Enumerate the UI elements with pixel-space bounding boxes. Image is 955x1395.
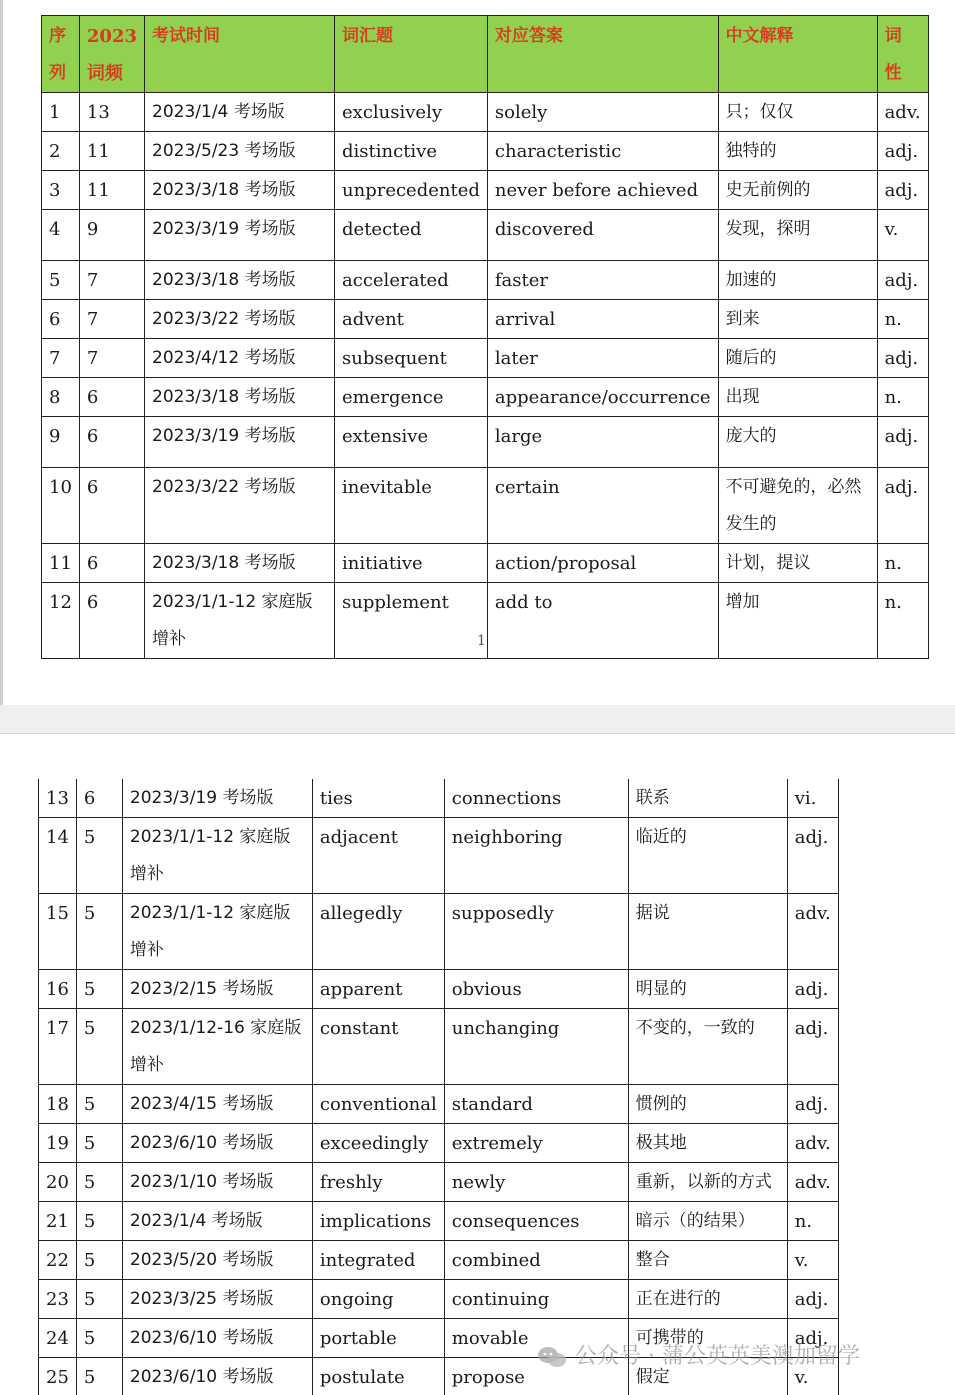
row-vocab-word: integrated (312, 1241, 444, 1280)
page-number: 1 (477, 633, 486, 649)
row-vocab-word: detected (335, 210, 488, 261)
row-index: 9 (42, 417, 80, 468)
row-frequency: 7 (79, 261, 144, 300)
row-exam-date: 2023/5/20 考场版 (122, 1241, 312, 1280)
row-exam-date: 2023/3/18 考场版 (145, 171, 335, 210)
row-chinese-meaning: 极其地 (628, 1124, 787, 1163)
table-row (39, 818, 839, 894)
row-frequency: 5 (76, 1009, 122, 1085)
row-chinese-meaning: 发现，探明 (718, 210, 877, 261)
row-index: 18 (39, 1085, 77, 1124)
header-vocab: 词汇题 (335, 16, 488, 93)
row-answer: later (487, 339, 718, 378)
row-index: 6 (42, 300, 80, 339)
row-index: 5 (42, 261, 80, 300)
header-index: 序 列 (42, 16, 80, 93)
row-vocab-word: postulate (312, 1358, 444, 1395)
row-part-of-speech: adj. (787, 1009, 838, 1085)
row-answer: unchanging (444, 1009, 628, 1085)
row-answer: standard (444, 1085, 628, 1124)
row-chinese-meaning: 只；仅仅 (718, 93, 877, 132)
row-exam-date: 2023/3/18 考场版 (145, 261, 335, 300)
row-vocab-word: advent (335, 300, 488, 339)
row-index: 16 (39, 970, 77, 1009)
row-answer: combined (444, 1241, 628, 1280)
table-row (39, 1163, 839, 1202)
row-frequency: 5 (76, 970, 122, 1009)
row-index: 8 (42, 378, 80, 417)
row-chinese-meaning: 史无前例的 (718, 171, 877, 210)
table-header-row (42, 16, 929, 93)
row-vocab-word: exceedingly (312, 1124, 444, 1163)
row-answer: arrival (487, 300, 718, 339)
row-vocab-word: subsequent (335, 339, 488, 378)
row-chinese-meaning: 惯例的 (628, 1085, 787, 1124)
table-row (39, 1124, 839, 1163)
row-answer: faster (487, 261, 718, 300)
row-exam-date: 2023/3/18 考场版 (145, 378, 335, 417)
row-answer: discovered (487, 210, 718, 261)
row-exam-date: 2023/3/22 考场版 (145, 300, 335, 339)
row-frequency: 5 (76, 1124, 122, 1163)
row-answer: movable (444, 1319, 628, 1358)
row-index: 3 (42, 171, 80, 210)
row-part-of-speech: adv. (787, 1163, 838, 1202)
table-row (39, 779, 839, 818)
row-chinese-meaning: 独特的 (718, 132, 877, 171)
page-gap (0, 705, 955, 733)
table-row (42, 468, 929, 544)
row-exam-date: 2023/6/10 考场版 (122, 1124, 312, 1163)
row-frequency: 5 (76, 818, 122, 894)
row-vocab-word: distinctive (335, 132, 488, 171)
table-row (39, 894, 839, 970)
row-chinese-meaning: 重新，以新的方式 (628, 1163, 787, 1202)
row-answer: solely (487, 93, 718, 132)
table-row (39, 1085, 839, 1124)
row-part-of-speech: adj. (877, 132, 928, 171)
row-vocab-word: freshly (312, 1163, 444, 1202)
row-chinese-meaning: 不变的，一致的 (628, 1009, 787, 1085)
row-index: 25 (39, 1358, 77, 1395)
row-frequency: 6 (79, 583, 144, 659)
row-exam-date: 2023/5/23 考场版 (145, 132, 335, 171)
row-part-of-speech: adj. (877, 468, 928, 544)
row-vocab-word: portable (312, 1319, 444, 1358)
row-answer: newly (444, 1163, 628, 1202)
row-index: 17 (39, 1009, 77, 1085)
row-chinese-meaning: 不可避免的，必然发生的 (718, 468, 877, 544)
row-part-of-speech: adv. (787, 1124, 838, 1163)
row-index: 12 (42, 583, 80, 659)
row-chinese-meaning: 到来 (718, 300, 877, 339)
row-frequency: 5 (76, 1085, 122, 1124)
row-index: 2 (42, 132, 80, 171)
vocab-table-page1 (41, 15, 929, 659)
row-index: 10 (42, 468, 80, 544)
header-exam-date: 考试时间 (145, 16, 335, 93)
row-exam-date: 2023/3/19 考场版 (145, 210, 335, 261)
row-vocab-word: extensive (335, 417, 488, 468)
row-index: 22 (39, 1241, 77, 1280)
document-page-2 (0, 733, 955, 1395)
row-part-of-speech: adj. (787, 1085, 838, 1124)
row-index: 23 (39, 1280, 77, 1319)
row-frequency: 5 (76, 1319, 122, 1358)
row-vocab-word: unprecedented (335, 171, 488, 210)
table-row (42, 261, 929, 300)
row-vocab-word: constant (312, 1009, 444, 1085)
watermark-text: 公众号 · 蒲公英英美澳加留学 (575, 1344, 860, 1369)
row-exam-date: 2023/6/10 考场版 (122, 1358, 312, 1395)
row-answer: supposedly (444, 894, 628, 970)
row-answer: action/proposal (487, 544, 718, 583)
header-pos: 词 性 (877, 16, 928, 93)
row-chinese-meaning: 正在进行的 (628, 1280, 787, 1319)
row-answer: characteristic (487, 132, 718, 171)
table-row (42, 378, 929, 417)
row-exam-date: 2023/1/1-12 家庭版 增补 (122, 818, 312, 894)
row-part-of-speech: v. (787, 1358, 838, 1395)
row-part-of-speech: adj. (877, 261, 928, 300)
table-row (39, 1202, 839, 1241)
table-row (42, 171, 929, 210)
row-vocab-word: allegedly (312, 894, 444, 970)
row-chinese-meaning: 整合 (628, 1241, 787, 1280)
row-frequency: 5 (76, 1280, 122, 1319)
row-vocab-word: accelerated (335, 261, 488, 300)
wechat-icon (537, 1346, 567, 1368)
table-row (42, 544, 929, 583)
row-exam-date: 2023/3/19 考场版 (145, 417, 335, 468)
row-chinese-meaning: 假定 (628, 1358, 787, 1395)
row-index: 7 (42, 339, 80, 378)
row-part-of-speech: vi. (787, 779, 838, 818)
row-part-of-speech: adj. (787, 1280, 838, 1319)
row-part-of-speech: n. (877, 300, 928, 339)
row-frequency: 5 (76, 894, 122, 970)
row-vocab-word: ongoing (312, 1280, 444, 1319)
row-frequency: 6 (79, 544, 144, 583)
row-vocab-word: ties (312, 779, 444, 818)
row-vocab-word: supplement (335, 583, 488, 659)
row-chinese-meaning: 临近的 (628, 818, 787, 894)
row-chinese-meaning: 明显的 (628, 970, 787, 1009)
row-part-of-speech: v. (787, 1241, 838, 1280)
row-answer: obvious (444, 970, 628, 1009)
row-chinese-meaning: 可携带的 (628, 1319, 787, 1358)
row-chinese-meaning: 暗示（的结果） (628, 1202, 787, 1241)
row-frequency: 6 (79, 378, 144, 417)
row-part-of-speech: adj. (787, 818, 838, 894)
row-index: 13 (39, 779, 77, 818)
row-part-of-speech: adj. (877, 417, 928, 468)
row-index: 21 (39, 1202, 77, 1241)
row-vocab-word: inevitable (335, 468, 488, 544)
table-row (42, 210, 929, 261)
table-row (42, 93, 929, 132)
row-frequency: 11 (79, 171, 144, 210)
row-exam-date: 2023/1/10 考场版 (122, 1163, 312, 1202)
row-answer: certain (487, 468, 718, 544)
row-answer: consequences (444, 1202, 628, 1241)
row-index: 4 (42, 210, 80, 261)
row-part-of-speech: adj. (787, 970, 838, 1009)
row-answer: appearance/occurrence (487, 378, 718, 417)
row-exam-date: 2023/4/15 考场版 (122, 1085, 312, 1124)
watermark (537, 1339, 860, 1370)
row-index: 20 (39, 1163, 77, 1202)
row-chinese-meaning: 随后的 (718, 339, 877, 378)
row-vocab-word: adjacent (312, 818, 444, 894)
row-exam-date: 2023/1/12-16 家庭版增补 (122, 1009, 312, 1085)
row-exam-date: 2023/6/10 考场版 (122, 1319, 312, 1358)
row-frequency: 13 (79, 93, 144, 132)
row-answer: large (487, 417, 718, 468)
row-part-of-speech: v. (877, 210, 928, 261)
row-exam-date: 2023/3/25 考场版 (122, 1280, 312, 1319)
row-part-of-speech: adv. (877, 93, 928, 132)
header-chinese: 中文解释 (718, 16, 877, 93)
row-answer: neighboring (444, 818, 628, 894)
row-chinese-meaning: 庞大的 (718, 417, 877, 468)
row-frequency: 6 (79, 417, 144, 468)
header-frequency: 2023 词频 (79, 16, 144, 93)
row-exam-date: 2023/2/15 考场版 (122, 970, 312, 1009)
row-answer: extremely (444, 1124, 628, 1163)
row-vocab-word: implications (312, 1202, 444, 1241)
row-vocab-word: exclusively (335, 93, 488, 132)
row-chinese-meaning: 据说 (628, 894, 787, 970)
row-vocab-word: initiative (335, 544, 488, 583)
row-index: 15 (39, 894, 77, 970)
vocab-table-page2 (38, 779, 839, 1395)
row-part-of-speech: adj. (877, 339, 928, 378)
row-chinese-meaning: 计划，提议 (718, 544, 877, 583)
row-exam-date: 2023/3/22 考场版 (145, 468, 335, 544)
row-vocab-word: apparent (312, 970, 444, 1009)
table-row (42, 417, 929, 468)
row-chinese-meaning: 出现 (718, 378, 877, 417)
row-part-of-speech: adv. (787, 894, 838, 970)
table-row (39, 1280, 839, 1319)
row-chinese-meaning: 加速的 (718, 261, 877, 300)
row-index: 11 (42, 544, 80, 583)
row-index: 19 (39, 1124, 77, 1163)
row-exam-date: 2023/1/1-12 家庭版 增补 (145, 583, 335, 659)
row-answer: never before achieved (487, 171, 718, 210)
row-exam-date: 2023/3/19 考场版 (122, 779, 312, 818)
table-row (42, 339, 929, 378)
row-frequency: 11 (79, 132, 144, 171)
row-frequency: 6 (79, 468, 144, 544)
row-frequency: 5 (76, 1202, 122, 1241)
row-vocab-word: emergence (335, 378, 488, 417)
table-row (39, 970, 839, 1009)
header-answer: 对应答案 (487, 16, 718, 93)
row-answer: add to (487, 583, 718, 659)
row-answer: propose (444, 1358, 628, 1395)
row-part-of-speech: n. (877, 544, 928, 583)
row-frequency: 9 (79, 210, 144, 261)
row-part-of-speech: n. (877, 378, 928, 417)
row-answer: continuing (444, 1280, 628, 1319)
row-exam-date: 2023/3/18 考场版 (145, 544, 335, 583)
row-frequency: 7 (79, 300, 144, 339)
row-exam-date: 2023/1/1-12 家庭版 增补 (122, 894, 312, 970)
row-exam-date: 2023/1/4 考场版 (122, 1202, 312, 1241)
row-chinese-meaning: 联系 (628, 779, 787, 818)
row-exam-date: 2023/1/4 考场版 (145, 93, 335, 132)
table-row (42, 300, 929, 339)
row-part-of-speech: adj. (877, 171, 928, 210)
row-answer: connections (444, 779, 628, 818)
row-index: 1 (42, 93, 80, 132)
row-exam-date: 2023/4/12 考场版 (145, 339, 335, 378)
row-index: 24 (39, 1319, 77, 1358)
row-chinese-meaning: 增加 (718, 583, 877, 659)
row-part-of-speech: adj. (787, 1319, 838, 1358)
row-part-of-speech: n. (787, 1202, 838, 1241)
table-row (39, 1009, 839, 1085)
row-index: 14 (39, 818, 77, 894)
table-row (39, 1241, 839, 1280)
row-frequency: 5 (76, 1241, 122, 1280)
table-row (42, 132, 929, 171)
row-vocab-word: conventional (312, 1085, 444, 1124)
row-frequency: 6 (76, 779, 122, 818)
row-frequency: 7 (79, 339, 144, 378)
row-frequency: 5 (76, 1163, 122, 1202)
row-part-of-speech: n. (877, 583, 928, 659)
row-frequency: 5 (76, 1358, 122, 1395)
